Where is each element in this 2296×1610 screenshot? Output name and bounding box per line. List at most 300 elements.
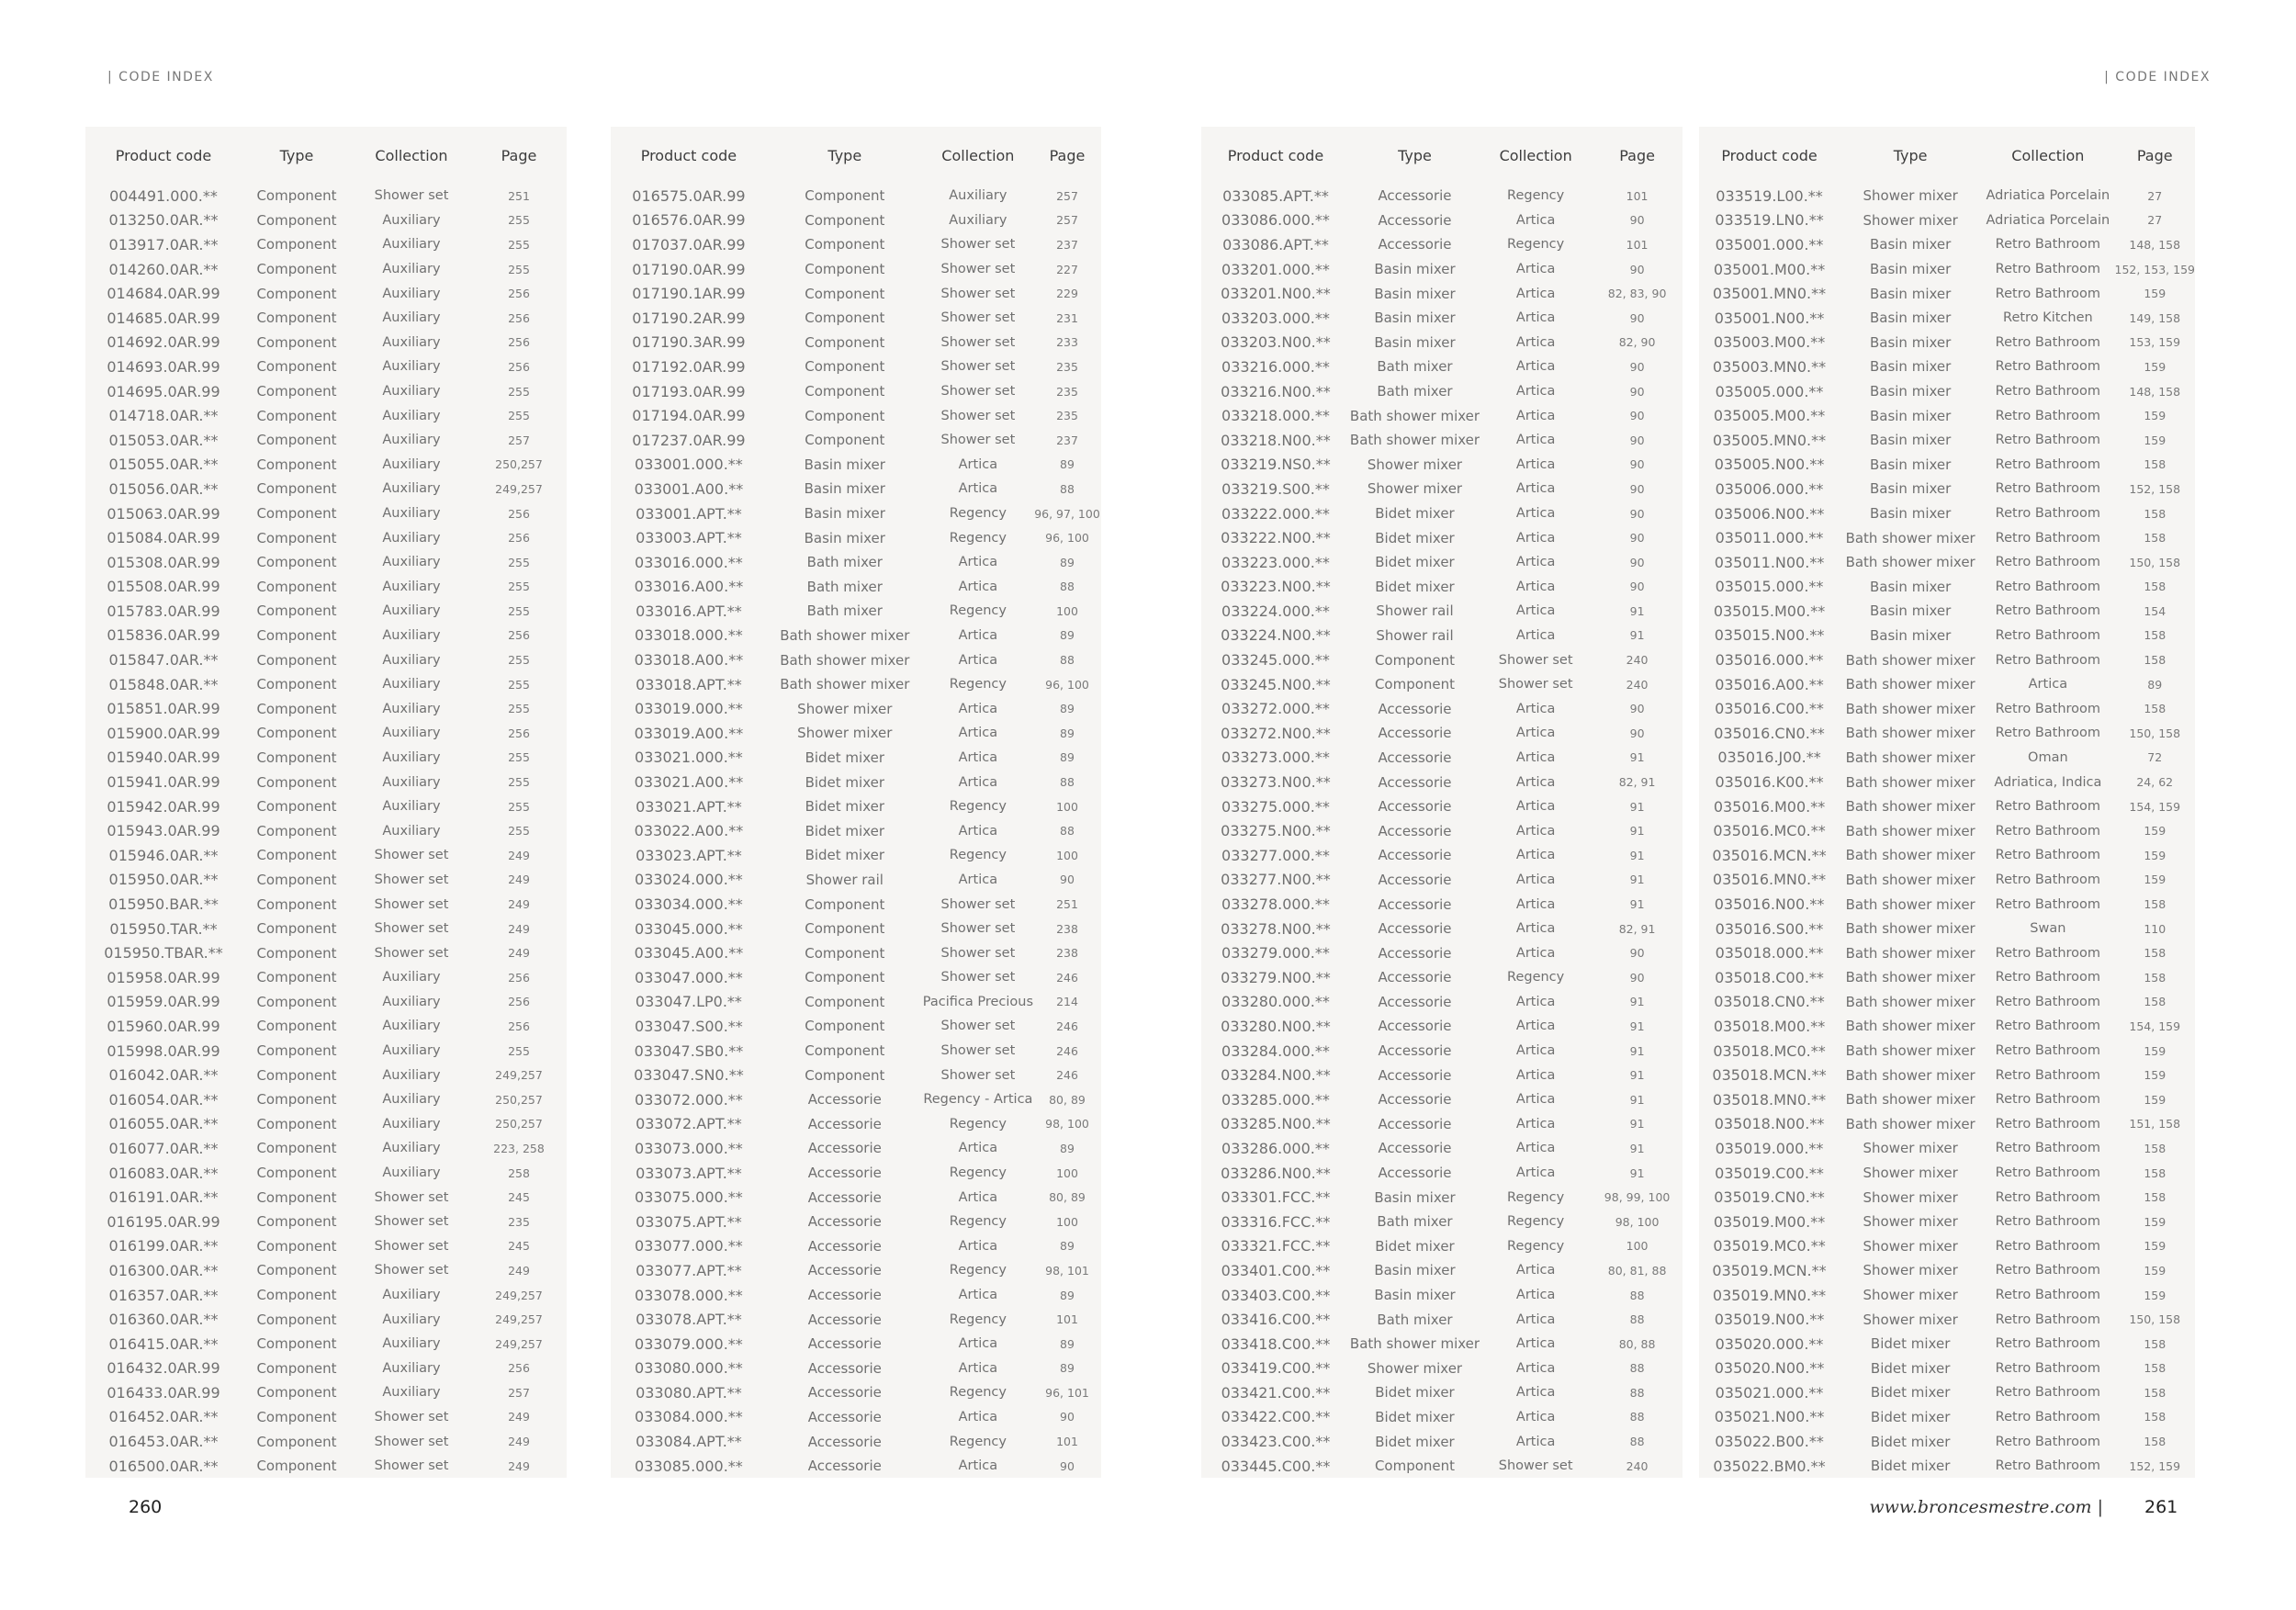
type-cell: Component bbox=[256, 725, 337, 742]
table-row bbox=[1699, 818, 2195, 843]
page-header: Page bbox=[501, 146, 537, 164]
collection-cell: Retro Bathroom bbox=[1995, 603, 2101, 619]
table-row bbox=[1201, 892, 1683, 917]
product-code-cell: 017190.1AR.99 bbox=[632, 285, 746, 303]
product-code-cell: 016199.0AR.** bbox=[108, 1237, 219, 1255]
page-cell: 255 bbox=[508, 237, 530, 252]
type-cell: Bidet mixer bbox=[805, 822, 885, 839]
page-cell: 159 bbox=[2144, 433, 2167, 447]
product-code-cell: 033047.S00.** bbox=[635, 1017, 743, 1035]
product-code-cell: 015900.0AR.99 bbox=[107, 724, 220, 742]
table-row bbox=[85, 1307, 567, 1332]
product-code-cell: 017193.0AR.99 bbox=[632, 382, 746, 400]
type-cell: Component bbox=[805, 993, 885, 1010]
page-cell: 90 bbox=[1060, 873, 1075, 887]
product-code-cell: 033418.C00.** bbox=[1221, 1334, 1331, 1353]
table-row bbox=[1699, 1283, 2195, 1308]
type-cell: Accessorie bbox=[807, 1311, 882, 1328]
table-row bbox=[1699, 306, 2195, 331]
product-code-cell: 033286.000.** bbox=[1221, 1139, 1330, 1157]
type-cell: Bath mixer bbox=[1377, 1213, 1453, 1231]
product-code-cell: 035016.N00.** bbox=[1714, 895, 1825, 914]
collection-cell: Shower set bbox=[940, 359, 1016, 375]
collection-cell: Artica bbox=[1515, 945, 1556, 961]
collection-cell: Artica bbox=[1515, 627, 1556, 643]
type-cell: Shower mixer bbox=[1863, 1188, 1958, 1206]
product-code-cell: 035020.N00.** bbox=[1714, 1359, 1825, 1378]
product-code-cell: 033286.N00.** bbox=[1221, 1164, 1331, 1182]
collection-cell: Artica bbox=[958, 701, 998, 716]
collection-cell: Auxiliary bbox=[382, 823, 441, 839]
collection-cell: Auxiliary bbox=[382, 1165, 441, 1181]
table-row bbox=[1201, 647, 1683, 672]
type-cell: Bath mixer bbox=[1377, 1311, 1453, 1328]
table-row bbox=[1699, 1405, 2195, 1430]
type-cell: Accessorie bbox=[807, 1359, 882, 1377]
collection-cell: Regency bbox=[949, 1263, 1007, 1278]
page-cell: 96, 100 bbox=[1045, 677, 1089, 692]
collection-cell: Retro Bathroom bbox=[1995, 456, 2101, 472]
page-cell: 90 bbox=[1629, 384, 1645, 399]
table-row bbox=[611, 1307, 1101, 1332]
collection-cell: Artica bbox=[1515, 1288, 1556, 1303]
page-cell: 255 bbox=[508, 677, 530, 692]
page-header: Page bbox=[1049, 146, 1086, 164]
code-index-table-1 bbox=[85, 127, 567, 1478]
table-row bbox=[85, 1210, 567, 1234]
product-code-cell: 033275.000.** bbox=[1221, 797, 1330, 816]
collection-cell: Artica bbox=[1515, 1263, 1556, 1278]
collection-cell: Artica bbox=[1515, 1141, 1556, 1156]
page-cell: 158 bbox=[2144, 1361, 2167, 1376]
collection-cell: Retro Bathroom bbox=[1995, 506, 2101, 522]
collection-cell: Oman bbox=[2028, 749, 2068, 765]
page-cell: 96, 97, 100 bbox=[1034, 506, 1100, 521]
type-cell: Component bbox=[805, 285, 885, 302]
table-row bbox=[1699, 1357, 2195, 1381]
table-row bbox=[611, 1210, 1101, 1234]
collection-cell: Retro Bathroom bbox=[1995, 1360, 2101, 1376]
collection-cell: Regency bbox=[949, 1165, 1007, 1181]
product-code-cell: 033045.A00.** bbox=[634, 944, 744, 963]
page-cell: 100 bbox=[1056, 603, 1078, 618]
product-code-cell: 015959.0AR.99 bbox=[107, 993, 220, 1011]
table-row bbox=[1201, 428, 1683, 453]
type-cell: Bidet mixer bbox=[805, 749, 885, 766]
collection-cell: Artica bbox=[958, 1238, 998, 1254]
page-cell: 240 bbox=[1626, 1458, 1649, 1473]
type-cell: Shower rail bbox=[1376, 626, 1454, 644]
page-cell: 256 bbox=[508, 1019, 530, 1033]
page-cell: 249,257 bbox=[495, 1288, 543, 1302]
product-code-cell: 015960.0AR.99 bbox=[107, 1017, 220, 1035]
type-cell: Shower mixer bbox=[797, 700, 893, 717]
table-row bbox=[611, 184, 1101, 208]
product-code-cell: 033021.A00.** bbox=[634, 773, 744, 792]
product-code-cell: 017190.2AR.99 bbox=[632, 309, 746, 327]
product-code-cell: 035015.M00.** bbox=[1713, 602, 1826, 620]
page-cell: 238 bbox=[1056, 921, 1078, 936]
type-cell: Bath mixer bbox=[1377, 358, 1453, 376]
page-cell: 256 bbox=[508, 506, 530, 521]
product-code-cell: 035019.MC0.** bbox=[1713, 1237, 1826, 1255]
page-cell: 158 bbox=[2144, 1190, 2167, 1205]
table-row bbox=[1201, 1136, 1683, 1161]
type-cell: Component bbox=[256, 798, 337, 816]
page-cell: 158 bbox=[2144, 1165, 2167, 1180]
page-cell: 90 bbox=[1629, 531, 1645, 546]
page-cell: 98, 100 bbox=[1615, 1214, 1660, 1229]
collection-cell: Retro Bathroom bbox=[1995, 1263, 2101, 1278]
page-cell: 214 bbox=[1056, 995, 1078, 1009]
type-cell: Bidet mixer bbox=[1870, 1408, 1951, 1425]
page-cell: 91 bbox=[1629, 1092, 1645, 1107]
table-row bbox=[611, 1063, 1101, 1087]
type-cell: Bidet mixer bbox=[1375, 529, 1455, 546]
type-cell: Bidet mixer bbox=[1870, 1458, 1951, 1475]
collection-cell: Shower set bbox=[940, 310, 1016, 326]
product-code-cell: 015941.0AR.99 bbox=[107, 773, 220, 792]
product-code-cell: 033080.000.** bbox=[635, 1359, 743, 1378]
type-cell: Accessorie bbox=[1378, 847, 1452, 864]
type-cell: Component bbox=[256, 920, 337, 938]
type-cell: Component bbox=[256, 1188, 337, 1206]
collection-cell: Shower set bbox=[940, 1043, 1016, 1059]
product-code-cell: 033284.N00.** bbox=[1221, 1066, 1331, 1085]
page-cell: 88 bbox=[1629, 1385, 1645, 1400]
collection-cell: Shower set bbox=[940, 1067, 1016, 1083]
product-code-cell: 033018.APT.** bbox=[636, 675, 742, 693]
type-cell: Bidet mixer bbox=[1870, 1359, 1951, 1377]
table-row bbox=[85, 257, 567, 282]
collection-cell: Artica bbox=[1515, 994, 1556, 1009]
code-index-table-2 bbox=[611, 127, 1101, 1478]
product-code-cell: 015942.0AR.99 bbox=[107, 797, 220, 816]
type-cell: Shower mixer bbox=[1367, 456, 1463, 473]
table-row bbox=[1699, 1454, 2195, 1479]
type-cell: Component bbox=[256, 1384, 337, 1402]
table-row bbox=[611, 550, 1101, 575]
product-code-cell: 033203.000.** bbox=[1221, 309, 1330, 327]
page-cell: 251 bbox=[1056, 897, 1078, 912]
product-code-cell: 033084.APT.** bbox=[636, 1433, 742, 1451]
product-code-cell: 016300.0AR.** bbox=[108, 1261, 219, 1279]
product-code-cell: 035006.N00.** bbox=[1714, 504, 1825, 523]
table-row bbox=[611, 208, 1101, 233]
table-row bbox=[85, 770, 567, 794]
collection-cell: Retro Bathroom bbox=[1995, 286, 2101, 301]
table-row bbox=[1201, 1454, 1683, 1479]
index-table bbox=[611, 127, 1101, 1478]
table-row bbox=[1699, 794, 2195, 819]
type-cell: Basin mixer bbox=[1869, 505, 1952, 523]
collection-cell: Retro Bathroom bbox=[1995, 1385, 2101, 1401]
table-row bbox=[611, 1380, 1101, 1405]
type-cell: Bath shower mixer bbox=[1845, 725, 1975, 742]
type-cell: Component bbox=[256, 1408, 337, 1425]
collection-cell: Regency bbox=[949, 1385, 1007, 1401]
page-cell: 100 bbox=[1056, 1214, 1078, 1229]
table-row bbox=[1699, 331, 2195, 355]
type-cell: Accessorie bbox=[807, 1408, 882, 1425]
page-cell: 257 bbox=[1056, 213, 1078, 228]
product-code-cell: 013250.0AR.** bbox=[108, 211, 219, 230]
type-cell: Bath shower mixer bbox=[1845, 798, 1975, 816]
table-row bbox=[85, 1405, 567, 1430]
collection-cell: Auxiliary bbox=[382, 652, 441, 668]
product-code-header: Product code bbox=[1721, 146, 1818, 164]
table-row bbox=[611, 428, 1101, 453]
page-cell: 88 bbox=[1629, 1410, 1645, 1424]
collection-cell: Auxiliary bbox=[382, 433, 441, 448]
type-cell: Accessorie bbox=[1378, 920, 1452, 938]
table-row bbox=[611, 818, 1101, 843]
collection-cell: Artica bbox=[958, 456, 998, 472]
type-cell: Basin mixer bbox=[1374, 1188, 1456, 1206]
table-row bbox=[85, 1039, 567, 1064]
page-header: Page bbox=[1619, 146, 1655, 164]
product-code-cell: 033078.APT.** bbox=[636, 1311, 742, 1329]
product-code-cell: 015848.0AR.** bbox=[108, 675, 219, 693]
collection-cell: Artica bbox=[1515, 896, 1556, 912]
page-cell: 91 bbox=[1629, 824, 1645, 839]
table-row bbox=[85, 1161, 567, 1186]
header-label-right: | CODE INDEX bbox=[2104, 70, 2211, 84]
page-cell: 229 bbox=[1056, 287, 1078, 301]
product-code-cell: 015836.0AR.99 bbox=[107, 626, 220, 645]
type-cell: Bidet mixer bbox=[1870, 1384, 1951, 1402]
table-row bbox=[1201, 868, 1683, 893]
collection-cell: Auxiliary bbox=[949, 188, 1007, 204]
table-row bbox=[1201, 721, 1683, 746]
product-code-cell: 033216.000.** bbox=[1221, 357, 1330, 376]
type-cell: Component bbox=[256, 1018, 337, 1035]
type-cell: Basin mixer bbox=[804, 480, 885, 498]
page-cell: 110 bbox=[2144, 921, 2167, 936]
page-cell: 90 bbox=[1629, 726, 1645, 740]
table-row bbox=[1201, 1283, 1683, 1308]
collection-cell: Shower set bbox=[940, 384, 1016, 400]
type-cell: Component bbox=[805, 432, 885, 449]
page-cell: 88 bbox=[1629, 1435, 1645, 1449]
type-cell: Basin mixer bbox=[1869, 602, 1952, 620]
collection-cell: Artica bbox=[958, 555, 998, 570]
product-code-cell: 017237.0AR.99 bbox=[632, 431, 746, 449]
page-cell: 90 bbox=[1629, 262, 1645, 276]
table-row bbox=[611, 1454, 1101, 1479]
table-row bbox=[611, 453, 1101, 478]
product-code-cell: 035005.MN0.** bbox=[1712, 431, 1827, 449]
page-cell: 27 bbox=[2147, 188, 2163, 203]
table-row bbox=[1699, 1161, 2195, 1186]
collection-cell: Regency bbox=[949, 603, 1007, 619]
page-cell: 24, 62 bbox=[2136, 775, 2174, 790]
table-row bbox=[1699, 184, 2195, 208]
page-cell: 80, 89 bbox=[1049, 1190, 1086, 1205]
table-row bbox=[85, 1357, 567, 1381]
table-row bbox=[85, 940, 567, 965]
collection-cell: Shower set bbox=[374, 1434, 449, 1449]
page-cell: 88 bbox=[1629, 1288, 1645, 1302]
table-row bbox=[611, 525, 1101, 550]
product-code-cell: 033423.C00.** bbox=[1221, 1433, 1331, 1451]
collection-cell: Retro Bathroom bbox=[1995, 433, 2101, 448]
table-row bbox=[1201, 379, 1683, 404]
type-cell: Bath shower mixer bbox=[1845, 676, 1975, 693]
type-cell: Component bbox=[256, 505, 337, 523]
type-cell: Basin mixer bbox=[804, 505, 885, 523]
page-cell: 90 bbox=[1629, 555, 1645, 569]
type-cell: Shower mixer bbox=[1863, 1165, 1958, 1182]
page-cell: 90 bbox=[1629, 702, 1645, 716]
type-cell: Component bbox=[256, 383, 337, 400]
table-row bbox=[1699, 1332, 2195, 1357]
table-row bbox=[1699, 1014, 2195, 1039]
collection-cell: Retro Bathroom bbox=[1995, 1165, 2101, 1181]
table-row bbox=[1201, 477, 1683, 501]
type-cell: Bath shower mixer bbox=[1845, 749, 1975, 766]
collection-cell: Artica bbox=[1515, 262, 1556, 277]
table-row bbox=[85, 892, 567, 917]
type-cell: Accessorie bbox=[1378, 1066, 1452, 1084]
product-code-cell: 033277.000.** bbox=[1221, 846, 1330, 864]
page-cell: 255 bbox=[508, 603, 530, 618]
table-row bbox=[611, 1161, 1101, 1186]
page-cell: 255 bbox=[508, 409, 530, 423]
product-code-cell: 033201.000.** bbox=[1221, 260, 1330, 278]
page-cell: 250,257 bbox=[495, 1117, 543, 1132]
collection-cell: Shower set bbox=[940, 1019, 1016, 1034]
table-row bbox=[1699, 550, 2195, 575]
type-cell: Accessorie bbox=[1378, 895, 1452, 913]
collection-cell: Regency bbox=[949, 677, 1007, 692]
collection-cell: Artica bbox=[1515, 1409, 1556, 1424]
product-code-header: Product code bbox=[1227, 146, 1324, 164]
type-cell: Component bbox=[256, 1237, 337, 1255]
product-code-cell: 017190.0AR.99 bbox=[632, 260, 746, 278]
table-row bbox=[85, 818, 567, 843]
type-cell: Bath shower mixer bbox=[1845, 920, 1975, 938]
page-cell: 148, 158 bbox=[2129, 237, 2181, 252]
table-row bbox=[1699, 1087, 2195, 1112]
type-cell: Accessorie bbox=[807, 1165, 882, 1182]
table-row bbox=[1699, 892, 2195, 917]
page-cell: 159 bbox=[2144, 1214, 2167, 1229]
type-cell: Shower mixer bbox=[1863, 187, 1958, 205]
page-header: Page bbox=[2136, 146, 2173, 164]
table-row bbox=[85, 1014, 567, 1039]
type-cell: Component bbox=[256, 822, 337, 839]
page-cell: 100 bbox=[1056, 1165, 1078, 1180]
product-code-cell: 033275.N00.** bbox=[1221, 822, 1331, 840]
page-cell: 82, 83, 90 bbox=[1607, 287, 1667, 301]
type-cell: Shower mixer bbox=[1863, 1311, 1958, 1328]
table-row bbox=[1201, 453, 1683, 478]
table-row bbox=[611, 403, 1101, 428]
product-code-cell: 035016.MC0.** bbox=[1713, 822, 1826, 840]
collection-cell: Artica bbox=[958, 749, 998, 765]
type-cell: Component bbox=[256, 676, 337, 693]
type-cell: Component bbox=[256, 1311, 337, 1328]
collection-cell: Auxiliary bbox=[382, 603, 441, 619]
table-header-row bbox=[1699, 127, 2195, 184]
collection-cell: Artica bbox=[958, 1458, 998, 1474]
type-cell: Bath mixer bbox=[806, 554, 883, 571]
table-header-row bbox=[1201, 127, 1683, 184]
type-cell: Accessorie bbox=[1378, 1165, 1452, 1182]
product-code-cell: 015308.0AR.99 bbox=[107, 553, 220, 571]
type-cell: Bidet mixer bbox=[1375, 1384, 1455, 1402]
page-cell: 100 bbox=[1626, 1239, 1649, 1254]
page-cell: 151, 158 bbox=[2129, 1117, 2181, 1132]
product-code-cell: 033034.000.** bbox=[635, 895, 743, 914]
type-cell: Bath shower mixer bbox=[1349, 407, 1480, 424]
collection-cell: Auxiliary bbox=[382, 286, 441, 301]
collection-cell: Regency bbox=[1507, 1214, 1565, 1230]
page-cell: 158 bbox=[2144, 970, 2167, 985]
collection-cell: Artica bbox=[958, 726, 998, 741]
page-cell: 255 bbox=[508, 702, 530, 716]
table-row bbox=[1201, 1039, 1683, 1064]
page-cell: 249,257 bbox=[495, 1336, 543, 1351]
table-row bbox=[1201, 575, 1683, 600]
type-cell: Bath shower mixer bbox=[1845, 895, 1975, 913]
page-cell: 256 bbox=[508, 359, 530, 374]
type-cell: Component bbox=[805, 969, 885, 986]
type-cell: Accessorie bbox=[1378, 1140, 1452, 1157]
collection-cell: Auxiliary bbox=[382, 1288, 441, 1303]
collection-cell: Shower set bbox=[374, 1214, 449, 1230]
product-code-cell: 016452.0AR.** bbox=[108, 1408, 219, 1426]
table-row bbox=[1699, 208, 2195, 233]
collection-cell: Shower set bbox=[940, 286, 1016, 301]
table-row bbox=[611, 1185, 1101, 1210]
table-row bbox=[1699, 1112, 2195, 1137]
index-table bbox=[85, 127, 567, 1478]
collection-cell: Auxiliary bbox=[382, 1141, 441, 1156]
collection-cell: Auxiliary bbox=[382, 530, 441, 546]
type-cell: Accessorie bbox=[1378, 236, 1452, 253]
collection-cell: Artica bbox=[1515, 749, 1556, 765]
website-link[interactable]: www.broncesmestre.com | bbox=[1869, 1497, 2103, 1517]
product-code-cell: 017194.0AR.99 bbox=[632, 407, 746, 425]
type-cell: Component bbox=[805, 211, 885, 229]
table-row bbox=[85, 331, 567, 355]
type-cell: Bidet mixer bbox=[805, 847, 885, 864]
table-row bbox=[85, 672, 567, 697]
type-cell: Basin mixer bbox=[804, 456, 885, 473]
product-code-cell: 033021.000.** bbox=[635, 749, 743, 767]
table-row bbox=[85, 1429, 567, 1454]
page-cell: 159 bbox=[2144, 359, 2167, 374]
page-cell: 237 bbox=[1056, 237, 1078, 252]
type-cell: Bidet mixer bbox=[805, 773, 885, 791]
product-code-cell: 033519.LN0.** bbox=[1715, 211, 1824, 230]
collection-cell: Auxiliary bbox=[382, 1043, 441, 1059]
page-cell: 91 bbox=[1629, 628, 1645, 643]
table-row bbox=[85, 379, 567, 404]
collection-cell: Artica bbox=[1515, 799, 1556, 815]
page-cell: 101 bbox=[1056, 1312, 1078, 1327]
product-code-cell: 033272.N00.** bbox=[1221, 724, 1331, 742]
product-code-cell: 033278.000.** bbox=[1221, 895, 1330, 914]
page-cell: 159 bbox=[2144, 1263, 2167, 1278]
table-row bbox=[1201, 306, 1683, 331]
page-cell: 257 bbox=[1056, 188, 1078, 203]
type-cell: Accessorie bbox=[807, 1335, 882, 1353]
page-cell: 82, 91 bbox=[1618, 775, 1656, 790]
collection-cell: Regency bbox=[1507, 188, 1565, 204]
